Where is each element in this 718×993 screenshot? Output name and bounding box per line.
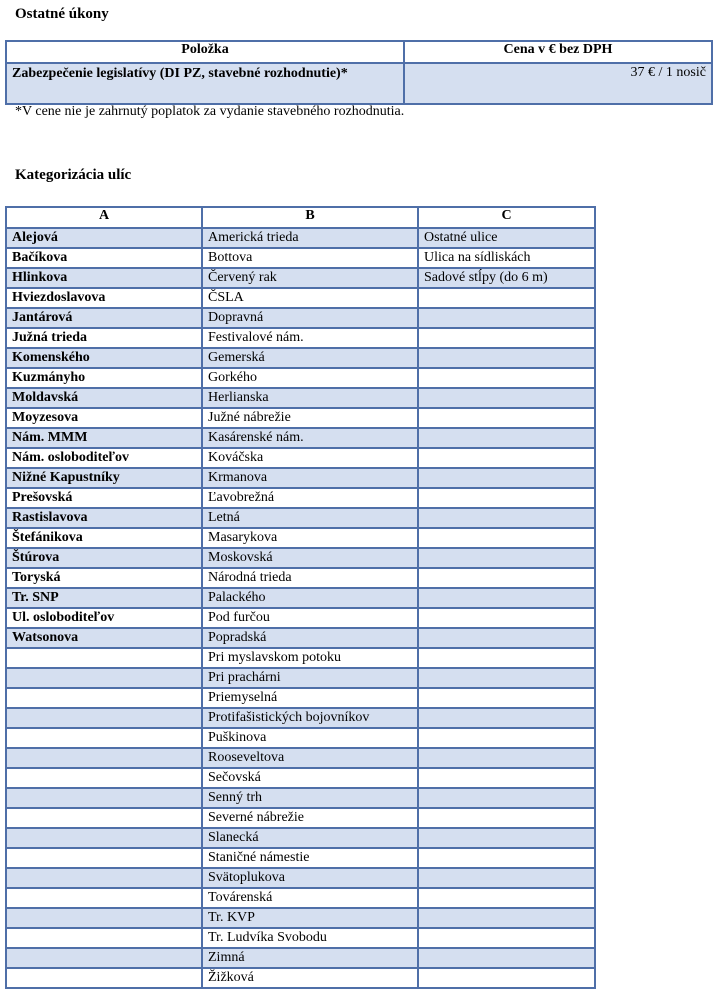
category-a-cell: Alejová (6, 228, 202, 248)
category-b-cell: Ľavobrežná (202, 488, 418, 508)
category-b-cell: Popradská (202, 628, 418, 648)
table-row (6, 868, 595, 888)
category-b-cell: Dopravná (202, 308, 418, 328)
category-c-cell: Ostatné ulice (418, 228, 595, 248)
category-a-cell (6, 828, 202, 848)
category-table-body (6, 228, 595, 988)
table-row (6, 468, 595, 488)
category-b-cell: Gorkého (202, 368, 418, 388)
category-c-cell (418, 328, 595, 348)
table-row (6, 808, 595, 828)
table-row (6, 508, 595, 528)
category-b-cell: Zimná (202, 948, 418, 968)
category-b-cell: Kováčska (202, 448, 418, 468)
category-a-cell: Hviezdoslavova (6, 288, 202, 308)
category-b-cell: Rooseveltova (202, 748, 418, 768)
category-c-cell (418, 568, 595, 588)
category-b-cell: Slanecká (202, 828, 418, 848)
category-b-cell: Tr. KVP (202, 908, 418, 928)
category-c-cell (418, 388, 595, 408)
category-b-cell: ČSLA (202, 288, 418, 308)
category-b-cell: Bottova (202, 248, 418, 268)
table-row (6, 828, 595, 848)
table-row (6, 648, 595, 668)
category-a-cell (6, 908, 202, 928)
category-a-cell (6, 948, 202, 968)
category-a-cell: Nám. MMM (6, 428, 202, 448)
category-b-cell: Pri myslavskom potoku (202, 648, 418, 668)
table-row (6, 668, 595, 688)
header-c: C (418, 207, 595, 228)
table-row (6, 688, 595, 708)
table-row (6, 928, 595, 948)
category-b-cell: Pri prachárni (202, 668, 418, 688)
category-c-cell (418, 508, 595, 528)
category-b-cell: Svätoplukova (202, 868, 418, 888)
category-b-cell: Továrenská (202, 888, 418, 908)
category-c-cell (418, 888, 595, 908)
category-a-cell: Komenského (6, 348, 202, 368)
category-a-cell: Kuzmányho (6, 368, 202, 388)
category-a-cell: Rastislavova (6, 508, 202, 528)
section-title-categories: Kategorizácia ulíc (15, 167, 132, 183)
category-c-cell (418, 708, 595, 728)
table-row (6, 348, 595, 368)
category-a-cell: Watsonova (6, 628, 202, 648)
price-cell: 37 € / 1 nosič (404, 63, 712, 104)
category-a-cell (6, 848, 202, 868)
table-row (6, 368, 595, 388)
item-cell: Zabezpečenie legislatívy (DI PZ, stavebné rozhodnutie)* (6, 63, 404, 104)
category-c-cell (418, 628, 595, 648)
category-b-cell: Herlianska (202, 388, 418, 408)
table-row (6, 448, 595, 468)
table-row (6, 908, 595, 928)
category-a-cell (6, 808, 202, 828)
category-c-cell (418, 468, 595, 488)
table-row (6, 588, 595, 608)
category-a-cell (6, 748, 202, 768)
category-c-cell (418, 768, 595, 788)
category-a-cell (6, 708, 202, 728)
price-table (5, 40, 713, 105)
table-row (6, 628, 595, 648)
category-b-cell: Žižková (202, 968, 418, 988)
category-a-cell (6, 688, 202, 708)
category-c-cell (418, 528, 595, 548)
category-a-cell: Tr. SNP (6, 588, 202, 608)
category-c-cell (418, 808, 595, 828)
category-b-cell: Gemerská (202, 348, 418, 368)
category-a-cell: Bačíkova (6, 248, 202, 268)
category-a-cell: Ul. osloboditeľov (6, 608, 202, 628)
table-row (6, 608, 595, 628)
category-b-cell: Senný trh (202, 788, 418, 808)
category-c-cell (418, 308, 595, 328)
category-b-cell: Kasárenské nám. (202, 428, 418, 448)
header-item: Položka (6, 41, 404, 63)
table-row (6, 268, 595, 288)
category-b-cell: Severné nábrežie (202, 808, 418, 828)
category-b-cell: Americká trieda (202, 228, 418, 248)
category-c-cell (418, 668, 595, 688)
category-b-cell: Červený rak (202, 268, 418, 288)
category-a-cell (6, 928, 202, 948)
category-a-cell: Moldavská (6, 388, 202, 408)
table-row (6, 328, 595, 348)
category-c-cell (418, 608, 595, 628)
category-b-cell: Tr. Ludvíka Svobodu (202, 928, 418, 948)
table-row (6, 568, 595, 588)
category-b-cell: Krmanova (202, 468, 418, 488)
category-b-cell: Festivalové nám. (202, 328, 418, 348)
table-row (6, 63, 712, 104)
table-row (6, 288, 595, 308)
category-c-cell (418, 348, 595, 368)
category-c-cell (418, 648, 595, 668)
category-b-cell: Južné nábrežie (202, 408, 418, 428)
table-row (6, 708, 595, 728)
category-c-cell (418, 288, 595, 308)
category-b-cell: Národná trieda (202, 568, 418, 588)
category-c-cell (418, 928, 595, 948)
table-row (6, 848, 595, 868)
category-c-cell (418, 968, 595, 988)
table-row (6, 488, 595, 508)
category-a-cell: Prešovská (6, 488, 202, 508)
category-c-cell (418, 728, 595, 748)
category-a-cell (6, 968, 202, 988)
category-c-cell (418, 908, 595, 928)
header-a: A (6, 207, 202, 228)
category-a-cell (6, 728, 202, 748)
category-c-cell (418, 588, 595, 608)
category-a-cell: Jantárová (6, 308, 202, 328)
table-row (6, 388, 595, 408)
category-c-cell (418, 868, 595, 888)
table-row (6, 228, 595, 248)
table-row (6, 888, 595, 908)
table-row (6, 308, 595, 328)
category-b-cell: Protifašistických bojovníkov (202, 708, 418, 728)
category-b-cell: Staničné námestie (202, 848, 418, 868)
category-b-cell: Letná (202, 508, 418, 528)
price-table-header (6, 41, 712, 63)
category-c-cell (418, 848, 595, 868)
table-row (6, 748, 595, 768)
category-b-cell: Puškinova (202, 728, 418, 748)
category-a-cell (6, 888, 202, 908)
category-b-cell: Sečovská (202, 768, 418, 788)
category-a-cell (6, 668, 202, 688)
category-c-cell (418, 748, 595, 768)
category-b-cell: Moskovská (202, 548, 418, 568)
table-row (6, 968, 595, 988)
category-c-cell: Sadové stĺpy (do 6 m) (418, 268, 595, 288)
category-c-cell (418, 788, 595, 808)
category-a-cell: Štúrova (6, 548, 202, 568)
section-title-other: Ostatné úkony (15, 6, 109, 22)
category-c-cell (418, 828, 595, 848)
category-b-cell: Pod furčou (202, 608, 418, 628)
table-row (6, 548, 595, 568)
category-a-cell: Štefánikova (6, 528, 202, 548)
table-row (6, 408, 595, 428)
category-a-cell: Moyzesova (6, 408, 202, 428)
category-a-cell (6, 768, 202, 788)
category-c-cell (418, 428, 595, 448)
category-a-cell: Nám. osloboditeľov (6, 448, 202, 468)
table-row (6, 788, 595, 808)
category-c-cell (418, 948, 595, 968)
category-b-cell: Palackého (202, 588, 418, 608)
footnote: *V cene nie je zahrnutý poplatok za vydanie stavebného rozhodnutia. (15, 104, 405, 119)
category-a-cell: Južná trieda (6, 328, 202, 348)
category-c-cell (418, 368, 595, 388)
category-a-cell: Toryská (6, 568, 202, 588)
street-category-table (5, 206, 596, 989)
table-row (6, 528, 595, 548)
table-row (6, 768, 595, 788)
category-header-row (6, 207, 595, 228)
table-row (6, 248, 595, 268)
category-c-cell (418, 408, 595, 428)
category-b-cell: Priemyselná (202, 688, 418, 708)
header-b: B (202, 207, 418, 228)
category-c-cell (418, 448, 595, 468)
category-a-cell (6, 868, 202, 888)
category-a-cell (6, 648, 202, 668)
category-c-cell (418, 548, 595, 568)
category-b-cell: Masarykova (202, 528, 418, 548)
header-price: Cena v € bez DPH (404, 41, 712, 63)
category-a-cell (6, 788, 202, 808)
category-c-cell (418, 488, 595, 508)
category-c-cell: Ulica na sídliskách (418, 248, 595, 268)
category-c-cell (418, 688, 595, 708)
table-row (6, 728, 595, 748)
table-row (6, 948, 595, 968)
category-a-cell: Hlinkova (6, 268, 202, 288)
category-a-cell: Nižné Kapustníky (6, 468, 202, 488)
table-row (6, 428, 595, 448)
